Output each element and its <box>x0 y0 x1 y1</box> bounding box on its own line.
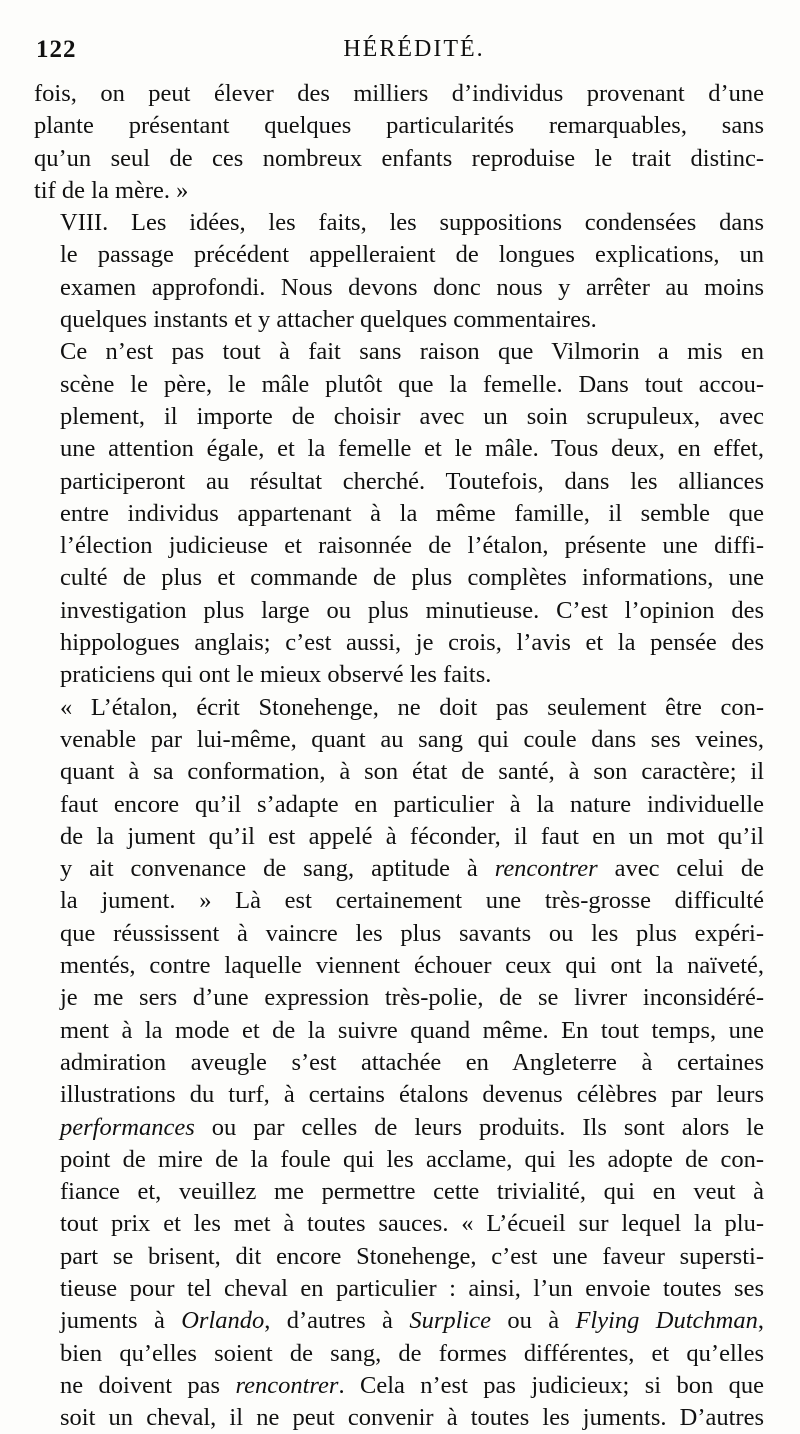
text-line: hippologues anglais; c’est aussi, je crois, l’avis et la pensée des <box>60 629 764 657</box>
text-line: mentés, contre laquelle viennent échouer ceux qui ont la naïveté, <box>60 952 764 980</box>
text-line: scène le père, le mâle plutôt que la femelle. Dans tout accou- <box>60 370 764 398</box>
text-line: je me sers d’une expression très-polie, de se livrer inconsidéré- <box>60 984 764 1012</box>
text-line: fois, on peut élever des milliers d’individus provenant d’une <box>34 80 764 107</box>
text-line: faut encore qu’il s’adapte en particulier à la nature individuelle <box>60 790 764 818</box>
text-line: examen approfondi. Nous devons donc nous y arrêter au moins <box>60 273 764 301</box>
page-body <box>34 78 764 1434</box>
text-line: part se brisent, dit encore Stonehenge, c’est une faveur supersti- <box>60 1242 764 1270</box>
paragraph <box>34 692 764 1434</box>
text-line: praticiens qui ont le mieux observé les faits. <box>60 661 492 689</box>
text-line: culté de plus et commande de plus complètes informations, une <box>60 564 764 592</box>
text-line: participeront au résultat cherché. Toutefois, dans les alliances <box>60 467 764 495</box>
text-line: le passage précédent appelleraient de longues explications, un <box>60 241 764 269</box>
running-title: HÉRÉDITÉ. <box>343 36 485 62</box>
text-line: admiration aveugle s’est attachée en Angleterre à certaines <box>60 1048 764 1076</box>
text-line: « L’étalon, écrit Stonehenge, ne doit pas seulement être con- <box>60 693 764 721</box>
text-line: quant à sa conformation, à son état de santé, à son caractère; il <box>60 758 764 786</box>
text-line: illustrations du turf, à certains étalons devenus célèbres par leurs <box>60 1081 764 1109</box>
text-line: que réussissent à vaincre les plus savants ou les plus expéri- <box>60 919 764 947</box>
text-line: VIII. Les idées, les faits, les suppositions condensées dans <box>60 209 764 237</box>
text-line: quelques instants et y attacher quelques commentaires. <box>60 306 597 334</box>
text-line: soit un cheval, il ne peut convenir à toutes les juments. D’autres <box>60 1404 764 1432</box>
text-line: tieuse pour tel cheval en particulier : ainsi, l’un envoie toutes ses <box>60 1274 764 1302</box>
text-line: ment à la mode et de la suivre quand même. En tout temps, une <box>60 1016 764 1044</box>
text-line: ne doivent pas rencontrer. Cela n’est pas judicieux; si bon que <box>60 1371 764 1399</box>
text-line: une attention égale, et la femelle et le mâle. Tous deux, en effet, <box>60 435 764 463</box>
text-line: la jument. » Là est certainement une très-grosse difficulté <box>60 887 764 915</box>
text-line: de la jument qu’il est appelé à féconder, il faut en un mot qu’il <box>60 822 764 850</box>
text-line: tout prix et les met à toutes sauces. « L’écueil sur lequel la plu- <box>60 1210 764 1238</box>
page-number: 122 <box>36 36 77 63</box>
text-line: entre individus appartenant à la même famille, il semble que <box>60 499 764 527</box>
text-line: investigation plus large ou plus minutieuse. C’est l’opinion des <box>60 596 764 624</box>
text-line: bien qu’elles soient de sang, de formes différentes, et qu’elles <box>60 1339 764 1367</box>
text-line: plement, il importe de choisir avec un soin scrupuleux, avec <box>60 402 764 430</box>
text-line: fiance et, veuillez me permettre cette trivialité, qui en veut à <box>60 1178 764 1206</box>
text-line: tif de la mère. » <box>34 176 189 204</box>
text-line: Ce n’est pas tout à fait sans raison que Vilmorin a mis en <box>60 338 764 366</box>
text-line: y ait convenance de sang, aptitude à rencontrer avec celui de <box>60 855 764 883</box>
text-line: point de mire de la foule qui les acclame, qui les adopte de con- <box>60 1145 764 1173</box>
text-line: venable par lui-même, quant au sang qui coule dans ses veines, <box>60 725 764 753</box>
text-line: l’élection judicieuse et raisonnée de l’étalon, présente une diffi- <box>60 532 764 560</box>
paragraph <box>34 207 764 336</box>
paragraph <box>34 78 764 207</box>
text-line: performances ou par celles de leurs produits. Ils sont alors le <box>60 1113 764 1141</box>
text-line: juments à Orlando, d’autres à Surplice ou à Flying Dutchman, <box>60 1307 764 1335</box>
page-header <box>34 30 764 64</box>
text-line: qu’un seul de ces nombreux enfants reproduise le trait distinc- <box>34 144 764 172</box>
text-line: plante présentant quelques particularités remarquables, sans <box>34 112 764 140</box>
paragraph <box>34 336 764 691</box>
